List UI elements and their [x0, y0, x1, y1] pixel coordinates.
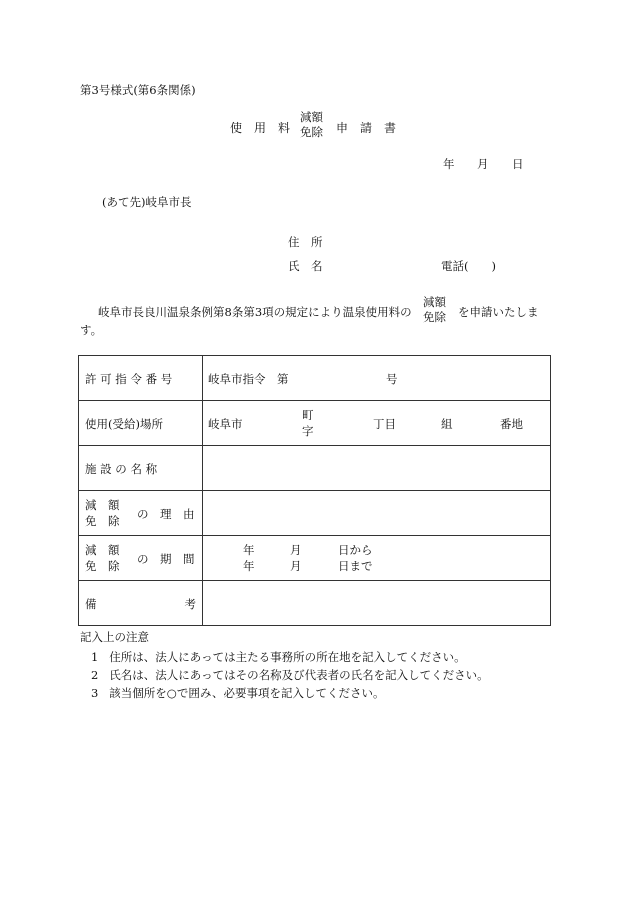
permit-number-suffix: 号 [386, 372, 398, 386]
period-to-day: 日まで [338, 559, 373, 573]
reason-value-cell[interactable] [203, 491, 551, 536]
table-row-location [79, 401, 551, 446]
table-row-reason [79, 491, 551, 536]
title-options [300, 110, 323, 140]
remarks-label-left: 備 [85, 597, 97, 611]
period-label-suffix: の 期 間 [137, 552, 195, 566]
application-table [78, 355, 551, 626]
period-value-cell[interactable] [203, 536, 551, 581]
title-prefix: 使 用 料 [230, 121, 291, 135]
permit-number-label-cell [79, 356, 203, 401]
period-from-year: 年 [243, 543, 255, 557]
table-row-facility-name [79, 446, 551, 491]
title-suffix: 申 請 書 [336, 121, 397, 135]
location-town-option-machi[interactable]: 町 [302, 408, 314, 422]
location-banchi: 番地 [500, 417, 523, 431]
note-item-3 [91, 685, 385, 701]
table-row-remarks [79, 581, 551, 626]
table-row-permit-number [79, 356, 551, 401]
date-day: 日 [512, 157, 524, 171]
permit-number-label: 許 可 指 令 番 号 [85, 372, 173, 386]
body-text-before: 岐阜市長良川温泉条例第8条第3項の規定により温泉使用料の [98, 305, 412, 319]
title-option-reduction[interactable]: 減額 [300, 110, 323, 124]
name-label: 氏 名 [288, 259, 323, 273]
table-row-period [79, 536, 551, 581]
note-text: 該当個所を○で囲み、必要事項を記入してください。 [109, 686, 385, 700]
note-number: 2 [91, 668, 99, 682]
note-text: 住所は、法人にあっては主たる事務所の所在地を記入してください。 [109, 650, 466, 664]
period-to-year: 年 [243, 559, 255, 573]
location-city: 岐阜市 [208, 417, 243, 431]
date-month: 月 [477, 157, 489, 171]
reason-label-suffix: の 理 由 [137, 507, 195, 521]
address-label: 住 所 [288, 235, 323, 249]
location-label: 使用(受給)場所 [85, 417, 163, 431]
period-label-option-reduction[interactable]: 減 額 [85, 543, 120, 557]
note-item-1 [91, 649, 466, 665]
permit-number-value-cell[interactable] [203, 356, 551, 401]
form-number: 第3号様式(第6条関係) [80, 83, 196, 97]
permit-number-prefix: 岐阜市指令 第 [208, 372, 289, 386]
note-number: 3 [91, 686, 99, 700]
remarks-value-cell[interactable] [203, 581, 551, 626]
period-to-month: 月 [290, 559, 302, 573]
note-number: 1 [91, 650, 99, 664]
period-from-day: 日から [338, 543, 373, 557]
location-chome: 丁目 [373, 417, 396, 431]
note-text: 氏名は、法人にあってはその名称及び代表者の氏名を記入してください。 [109, 668, 489, 682]
period-from-month: 月 [290, 543, 302, 557]
notes-heading: 記入上の注意 [80, 630, 149, 644]
title-option-exemption[interactable]: 免除 [300, 125, 323, 139]
body-text-after: を申請いたしま [458, 305, 539, 319]
body-text-end: す。 [80, 323, 103, 337]
facility-name-value-cell[interactable] [203, 446, 551, 491]
remarks-label-right: 考 [184, 597, 196, 611]
remarks-label-cell [79, 581, 203, 626]
reason-label-option-reduction[interactable]: 減 額 [85, 498, 120, 512]
body-option-reduction[interactable]: 減額 [423, 295, 446, 309]
location-value-cell[interactable] [203, 401, 551, 446]
facility-name-label-cell [79, 446, 203, 491]
addressee: (あて先)岐阜市長 [102, 195, 192, 209]
note-item-2 [91, 667, 489, 683]
phone-label: 電話( ) [441, 259, 496, 273]
location-kumi: 組 [441, 417, 453, 431]
facility-name-label: 施 設 の 名 称 [85, 462, 158, 476]
period-label-cell [79, 536, 203, 581]
body-options [423, 295, 446, 325]
period-label-option-exemption[interactable]: 免 除 [85, 559, 120, 573]
location-town-option-aza[interactable]: 字 [302, 424, 314, 438]
reason-label-cell [79, 491, 203, 536]
location-label-cell [79, 401, 203, 446]
reason-label-option-exemption[interactable]: 免 除 [85, 514, 120, 528]
body-option-exemption[interactable]: 免除 [423, 310, 446, 324]
date-year: 年 [443, 157, 455, 171]
